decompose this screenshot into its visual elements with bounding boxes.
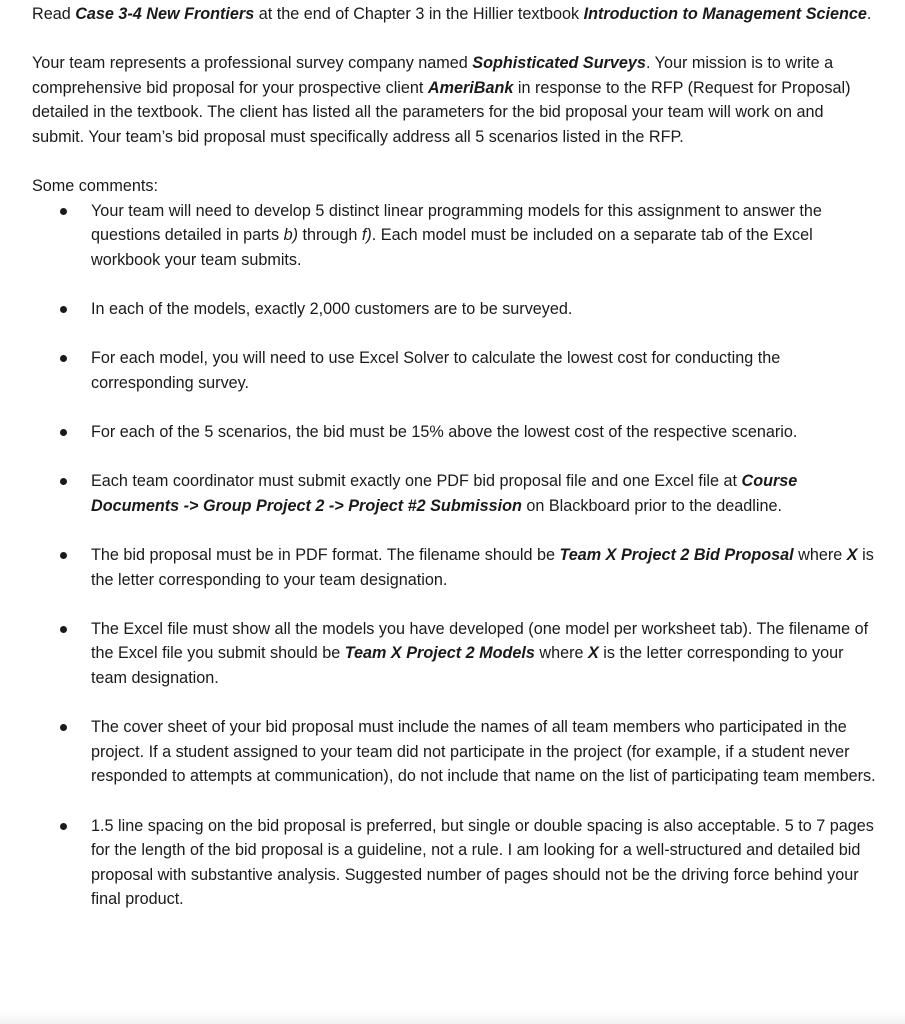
bullet-text: through <box>297 226 362 245</box>
bullet-item <box>32 814 883 912</box>
models-filename: Team X Project 2 Models <box>344 644 535 663</box>
bullet-item <box>32 420 883 445</box>
bullet-text: where <box>793 546 847 565</box>
bullet-text: Each team coordinator must submit exactly one PDF bid proposal file and one Excel file at <box>91 472 742 491</box>
mission-text: . Your mission is to write a comprehensive bid proposal for your prospective client <box>32 54 834 97</box>
intro-text: at the end of Chapter 3 in the Hillier textbook <box>254 5 584 23</box>
bullet-text: is the letter corresponding to your team designation. <box>91 546 874 589</box>
bottom-edge-shadow <box>0 1010 905 1024</box>
submission-path: Course Documents -> Group Project 2 -> Project #2 Submission <box>91 472 798 515</box>
book-title: Introduction to Management Science <box>583 5 867 23</box>
bullet-text: on Blackboard prior to the deadline. <box>521 496 782 515</box>
client-name: AmeriBank <box>427 78 514 97</box>
bullet-icon <box>60 626 67 633</box>
bullet-icon <box>60 724 67 731</box>
team-letter: X <box>587 644 599 663</box>
bullet-text: The cover sheet of your bid proposal must include the names of all team members who participated in the project. If a student assigned to your team did not participate in the project (for example, if a student never responded to attempts at communication), do not include that name on the list of participating team members. <box>91 718 876 786</box>
bullet-item <box>32 715 883 789</box>
bullet-text: For each of the 5 scenarios, the bid must be 15% above the lowest cost of the respective scenario. <box>91 423 798 442</box>
bullet-icon <box>60 552 67 559</box>
bullet-text: Your team will need to develop 5 distinct linear programming models for this assignment to answer the questions detailed in parts <box>91 201 822 245</box>
bullet-text: where <box>534 644 588 663</box>
bullet-text: The bid proposal must be in PDF format. The filename should be <box>91 546 560 565</box>
bullet-icon <box>60 823 67 830</box>
bullet-icon <box>60 429 67 436</box>
comments-label: Some comments: <box>32 177 158 196</box>
intro-paragraph <box>32 2 883 27</box>
mission-text: Your team represents a professional survey company named <box>32 54 473 73</box>
bullet-text: 1.5 line spacing on the bid proposal is preferred, but single or double spacing is also acceptable. 5 to 7 pages for the length of the bid proposal is a guideline, not a rule. I am looking for a well-structured and detailed bid proposal with substantive analysis. Suggested number of pages should not be the driving force behind your final product. <box>91 816 874 909</box>
bullet-text: The Excel file must show all the models you have developed (one model per worksheet tab). The filename of the Excel file you submit should be <box>91 619 869 663</box>
team-letter: X <box>846 546 858 565</box>
case-name: Case 3-4 New Frontiers <box>75 5 255 23</box>
comments-list <box>32 199 883 912</box>
mission-paragraph <box>32 51 883 149</box>
bullet-icon <box>60 306 67 313</box>
intro-text: Read <box>32 5 76 23</box>
proposal-filename: Team X Project 2 Bid Proposal <box>559 546 794 565</box>
bullet-item <box>32 346 883 395</box>
bullet-item <box>32 297 883 322</box>
bullet-item <box>32 469 883 518</box>
part-ref: b) <box>283 226 298 245</box>
bullet-item <box>32 617 883 691</box>
mission-text: in response to the RFP (Request for Proposal) detailed in the textbook. The client has listed all the parameters for the bid proposal your team will work on and submit. Your team’s bid proposal must specifically address all 5 scenarios listed in the RFP. <box>32 78 851 146</box>
bullet-item <box>32 543 883 592</box>
intro-text: . <box>866 5 872 23</box>
bullet-icon <box>60 208 67 215</box>
part-ref: f) <box>361 226 372 245</box>
bullet-text: In each of the models, exactly 2,000 customers are to be surveyed. <box>91 300 573 319</box>
bullet-text: is the letter corresponding to your team designation. <box>91 644 844 688</box>
bullet-item <box>32 199 883 273</box>
bullet-text: . Each model must be included on a separate tab of the Excel workbook your team submits. <box>91 226 813 269</box>
company-name: Sophisticated Surveys <box>472 54 646 73</box>
bullet-icon <box>60 478 67 485</box>
bullet-text: For each model, you will need to use Excel Solver to calculate the lowest cost for conducting the corresponding survey. <box>91 349 781 392</box>
bullet-icon <box>60 355 67 362</box>
